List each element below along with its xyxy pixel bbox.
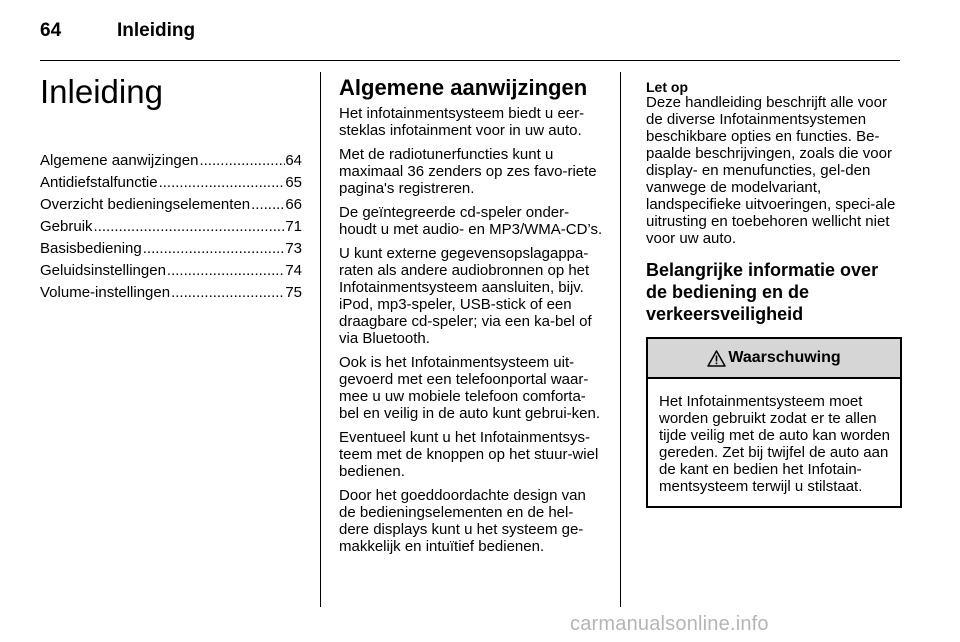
body-paragraph: U kunt externe gegevensopslagappa-raten als andere audiobronnen op het Infotainmentsysteem aansluiten, bijv. iPod, mp3-speler, USB-stick of een draagbare cd-speler; via een ka-bel of via Bluetooth. [339,245,592,347]
note-label: Let op [646,79,688,95]
toc-leader-dots [170,282,285,304]
watermark: carmanualsonline.info [570,613,769,635]
toc-leader-dots [198,150,285,172]
header-rule [40,60,900,61]
toc-entry-page: 71 [285,218,302,235]
toc-leader-dots [166,260,285,282]
toc-entry[interactable] [40,150,302,172]
toc-entry-label: Antidiefstalfunctie [40,174,158,191]
body-paragraph: De geïntegreerde cd-speler onder-houdt u met audio- en MP3/WMA-CD’s. [339,204,603,238]
toc-entry-label: Overzicht bedieningselementen [40,196,251,213]
left-column [40,68,302,304]
warning-title: Waarschuwing [728,349,841,366]
warning-header [648,339,900,379]
toc-entry-page: 73 [285,240,302,257]
chapter-title: Inleiding [40,73,163,110]
toc-entry-page: 74 [285,262,302,279]
toc-entry-page: 64 [285,152,302,169]
toc-entry-label: Basisbediening [40,240,142,257]
running-header: Inleiding [117,20,196,41]
toc-entry[interactable] [40,282,302,304]
safety-subheading: Belangrijke informatie over de bediening en de verkeersveiligheid [646,260,879,324]
right-column [646,80,902,508]
note-text: Deze handleiding beschrijft alle voor de diverse Infotainmentsystemen beschikbare opties en functies. Be-paalde beschrijvingen, zoals die voor display- en menufuncties, gel-den vanwege de modelvariant, landspecifieke uitvoeringen, speci-ale uitrusting en toebehoren wellicht niet voor uw auto. [646,94,896,247]
body-paragraph: Het infotainmentsysteem biedt u eer-steklas infotainment voor in uw auto. [339,105,585,139]
toc-entry-label: Geluidsinstellingen [40,262,166,279]
middle-column [339,74,603,562]
toc-leader-dots [158,172,286,194]
toc-entry-label: Algemene aanwijzingen [40,152,199,169]
toc-entry-page: 65 [285,174,302,191]
toc-entry-page: 75 [285,284,302,301]
toc-entry[interactable] [40,216,302,238]
toc-entry-page: 66 [285,196,302,213]
body-paragraph: Door het goeddoordachte design van de bedieningselementen en de hel-dere displays kunt u het systeem ge-makkelijk en intuïtief bedienen. [339,487,586,555]
toc-leader-dots [250,194,285,216]
toc-entry-label: Volume-instellingen [40,284,171,301]
toc-entry[interactable] [40,260,302,282]
warning-text: Het Infotainmentsysteem moet worden gebruikt zodat er te allen tijde veilig met de auto kan worden gereden. Zet bij twijfel de auto aan de kant en bedien het Infotain-mentsysteem terwijl u stilstaat. [659,393,890,495]
warning-box [646,337,902,508]
body-paragraph: Met de radiotunerfuncties kunt u maximaal 36 zenders op zes favo-riete pagina's registreren. [339,146,597,197]
body-paragraph: Ook is het Infotainmentsysteem uit-gevoerd met een telefoonportal waar-mee u uw mobiele telefoon comforta-bel en veilig in de auto kunt gebrui-ken. [339,354,601,422]
toc-entry[interactable] [40,194,302,216]
toc-leader-dots [142,238,286,260]
body-paragraph: Eventueel kunt u het Infotainmentsys-teem met de knoppen op het stuur-wiel bedienen. [339,429,599,480]
page-number: 64 [40,20,62,41]
column-divider [320,72,321,607]
warning-triangle-icon [707,350,726,367]
column-divider [620,72,621,607]
section-title: Algemene aanwijzingen [339,75,588,100]
table-of-contents [40,150,302,304]
toc-entry-label: Gebruik [40,218,93,235]
toc-leader-dots [93,216,286,238]
toc-entry[interactable] [40,238,302,260]
toc-entry[interactable] [40,172,302,194]
